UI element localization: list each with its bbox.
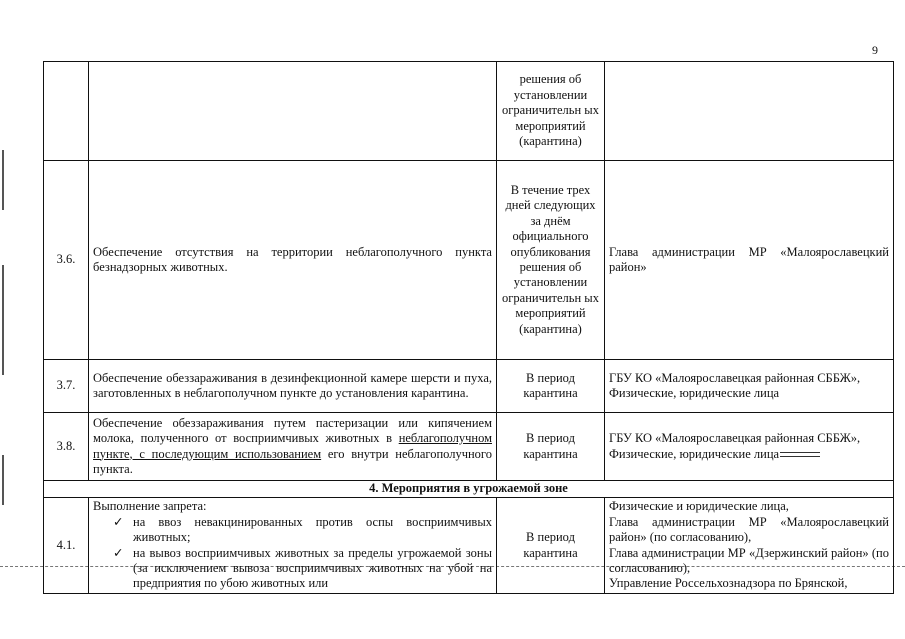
- cell-responsible: [605, 498, 894, 594]
- table-row-3-8: [44, 413, 894, 481]
- cell-action: Обеспечение отсутствия на территории неблагополучного пункта безнадзорных животных.: [89, 161, 497, 360]
- cell-responsible: Глава администрации МР «Малоярославецкий район»: [605, 161, 894, 360]
- cell-term: В период карантина: [497, 413, 605, 481]
- responsible-line: Управление Россельхознадзора по Брянской,: [609, 576, 848, 591]
- cell-term: решения об установлении ограничительн ых мероприятий (карантина): [497, 62, 605, 161]
- scan-mark-left-mid: [2, 265, 4, 375]
- scan-mark-left-top: [2, 150, 4, 210]
- cell-action: [89, 498, 497, 594]
- list-item-text: на ввоз невакцинированных против оспы восприимчивых животных;: [133, 514, 492, 545]
- responsible-line: Физические и юридические лица,: [609, 499, 789, 514]
- cell-action-empty: [89, 62, 497, 161]
- section-title: 4. Мероприятия в угрожаемой зоне: [44, 481, 894, 498]
- responsible-line: Глава администрации МР «Дзержинский район» (по согласованию),: [609, 545, 889, 575]
- section-header-row: [44, 481, 894, 498]
- measures-table: [43, 61, 894, 594]
- checkmark-icon: ✓: [113, 545, 124, 560]
- cell-term: В течение трех дней следующих за днём официального опубликования решения об установлении ограничительн ых мероприятий (карантина): [497, 161, 605, 360]
- responsible-line: ГБУ КО «Малоярославецкая районная СББЖ»,: [609, 431, 861, 446]
- cell-responsible-empty: [605, 62, 894, 161]
- cell-num-empty: [44, 62, 89, 161]
- cell-action: Обеспечение обеззараживания в дезинфекционной камере шерсти и пуха, заготовленных в неблагополучном пункте до установления карантина.: [89, 360, 497, 413]
- responsible-line: Глава администрации МР «Малоярославецкий район» (по согласованию),: [609, 514, 889, 545]
- cell-num: 3.7.: [44, 360, 89, 413]
- cell-action: [89, 413, 497, 481]
- handwritten-stroke: [780, 452, 820, 457]
- table-row-3-6: [44, 161, 894, 360]
- list-item-text: на вывоз восприимчивых животных за пределы угрожаемой зоны (за исключением вывоза восприимчивых животных на убой на предприятия по убою животных или: [133, 545, 492, 591]
- cell-term: В период карантина: [497, 498, 605, 594]
- table-row-4-1: [44, 498, 894, 594]
- cell-responsible: [605, 360, 894, 413]
- list-item: [93, 515, 492, 546]
- scan-mark-left-low: [2, 455, 4, 505]
- cell-responsible: [605, 413, 894, 481]
- responsible-line: ГБУ КО «Малоярославецкая районная СББЖ»,: [609, 370, 861, 385]
- cell-num: 3.8.: [44, 413, 89, 481]
- action-text-underlined: неблагополучном пункте, с последующим использованием: [93, 431, 492, 461]
- action-text: его внутри неблагополучного пункта.: [93, 446, 492, 476]
- list-item: [93, 546, 492, 592]
- table-row-continued: [44, 62, 894, 161]
- cell-num: 3.6.: [44, 161, 89, 360]
- action-intro: Выполнение запрета:: [93, 499, 207, 514]
- responsible-line: [609, 447, 889, 462]
- cell-term: В период карантина: [497, 360, 605, 413]
- table-row-3-7: [44, 360, 894, 413]
- cell-num: 4.1.: [44, 498, 89, 594]
- responsible-text: Физические, юридические лица: [609, 446, 780, 461]
- checkmark-icon: ✓: [113, 514, 124, 529]
- responsible-line: Физические, юридические лица: [609, 386, 780, 400]
- action-text: Обеспечение обеззараживания путем пастеризации или кипячением молока, полученного от восприимчивых животных в: [93, 415, 492, 446]
- page-number: 9: [872, 43, 878, 57]
